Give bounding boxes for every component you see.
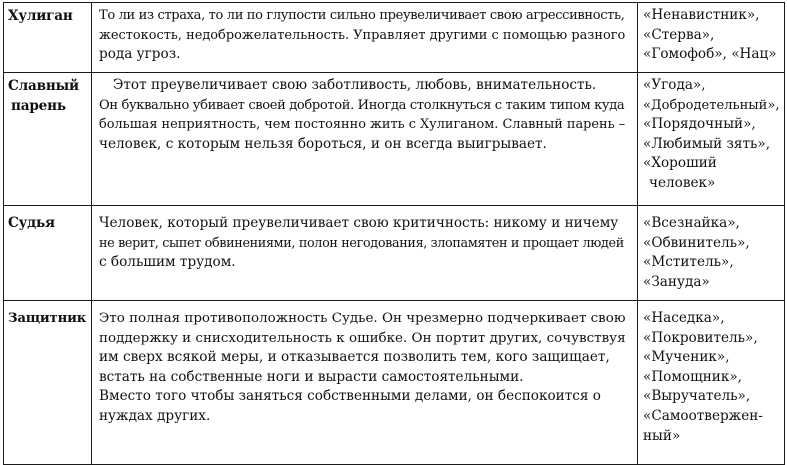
description-line: Человек, который преувеличивает свою критичность: никому и ничему — [99, 215, 619, 231]
table-row-judge — [4, 206, 785, 301]
nickname-line: «Обвинитель», — [643, 234, 750, 251]
nickname-line: «Покровитель», — [643, 329, 758, 346]
nickname-line: «Всезнайка», — [643, 215, 740, 231]
nicknames-cell — [638, 301, 785, 465]
nickname-line: «Помощник», — [643, 368, 743, 385]
nickname-line: человек» — [649, 174, 716, 191]
description-line: Вместо того чтобы заняться собственными делами, он беспокоится о — [99, 388, 601, 405]
description-line: встать на собственные ноги и вырасти самостоятельными. — [99, 368, 524, 385]
description-line: жестокость, недоброжелательность. Управляет другими с помощью разного — [99, 27, 626, 43]
nickname-line: ный» — [643, 427, 681, 444]
nicknames-cell — [638, 206, 785, 301]
description-line: поддержку и снисходительность к ошибке. Он портит других, сочувствуя — [99, 330, 626, 346]
description-line: рода угроз. — [99, 46, 181, 63]
role-name: Судья — [8, 215, 55, 231]
table-row-nice-guy — [4, 73, 785, 206]
description-line: нуждах других. — [99, 407, 211, 424]
role-name: Защитник — [8, 311, 87, 326]
nickname-line: «Самоотвержен- — [643, 407, 763, 424]
description-line: им сверх всякой меры, и отказывается позволить тем, кого защищает, — [99, 349, 610, 366]
role-description-cell — [92, 206, 638, 301]
nicknames-cell — [638, 73, 785, 206]
role-name-cell — [4, 301, 92, 465]
nickname-line: «Угода», — [643, 77, 706, 93]
nickname-line: «Гомофоб», «Нац» — [643, 46, 777, 63]
roles-table — [3, 2, 785, 465]
nickname-line: «Ненавистник», — [643, 7, 760, 23]
description-line: с большим трудом. — [99, 254, 236, 271]
nickname-line: «Мученик», — [643, 349, 730, 366]
role-description-cell — [92, 301, 638, 465]
description-line: Это полная противоположность Судье. Он чрезмерно подчеркивает свою — [99, 311, 626, 326]
nickname-line: «Выручатель», — [643, 388, 751, 405]
nickname-line: «Порядочный», — [643, 116, 756, 133]
description-line: не верит, сыпет обвинениями, полон негодования, злопамятен и прощает людей — [99, 235, 624, 251]
nickname-line: «Мститель», — [643, 254, 734, 271]
role-name-cell — [4, 206, 92, 301]
description-line: Он буквально убивает своей добротой. Иногда столкнуться с таким типом куда — [99, 97, 625, 113]
nickname-line: «Любимый зять», — [643, 135, 771, 152]
nickname-line: «Зануда» — [643, 273, 710, 290]
role-description-cell — [92, 73, 638, 206]
role-name: парень — [11, 97, 66, 114]
nicknames-cell — [638, 3, 785, 73]
role-name: Славный — [8, 78, 79, 94]
nickname-line: «Хороший — [643, 155, 717, 172]
role-name-cell — [4, 73, 92, 206]
table-row-defender — [4, 301, 785, 465]
description-line: Этот преувеличивает свою заботливость, любовь, внимательность. — [113, 77, 597, 93]
description-line: То ли из страха, то ли по глупости сильно преувеличивает свою агрессивность, — [99, 8, 625, 23]
role-description-cell — [92, 3, 638, 73]
table-row-hooligan — [4, 3, 785, 73]
nickname-line: «Стерва», — [643, 26, 715, 43]
nickname-line: «Наседка», — [643, 310, 725, 326]
description-line: большая неприятность, чем постоянно жить с Хулиганом. Славный парень – — [99, 117, 626, 133]
nickname-line: «Добродетельный», — [643, 97, 780, 113]
description-line: человек, с которым нельзя бороться, и он всегда выигрывает. — [99, 135, 547, 152]
role-name: Хулиган — [8, 8, 73, 24]
role-name-cell — [4, 3, 92, 73]
